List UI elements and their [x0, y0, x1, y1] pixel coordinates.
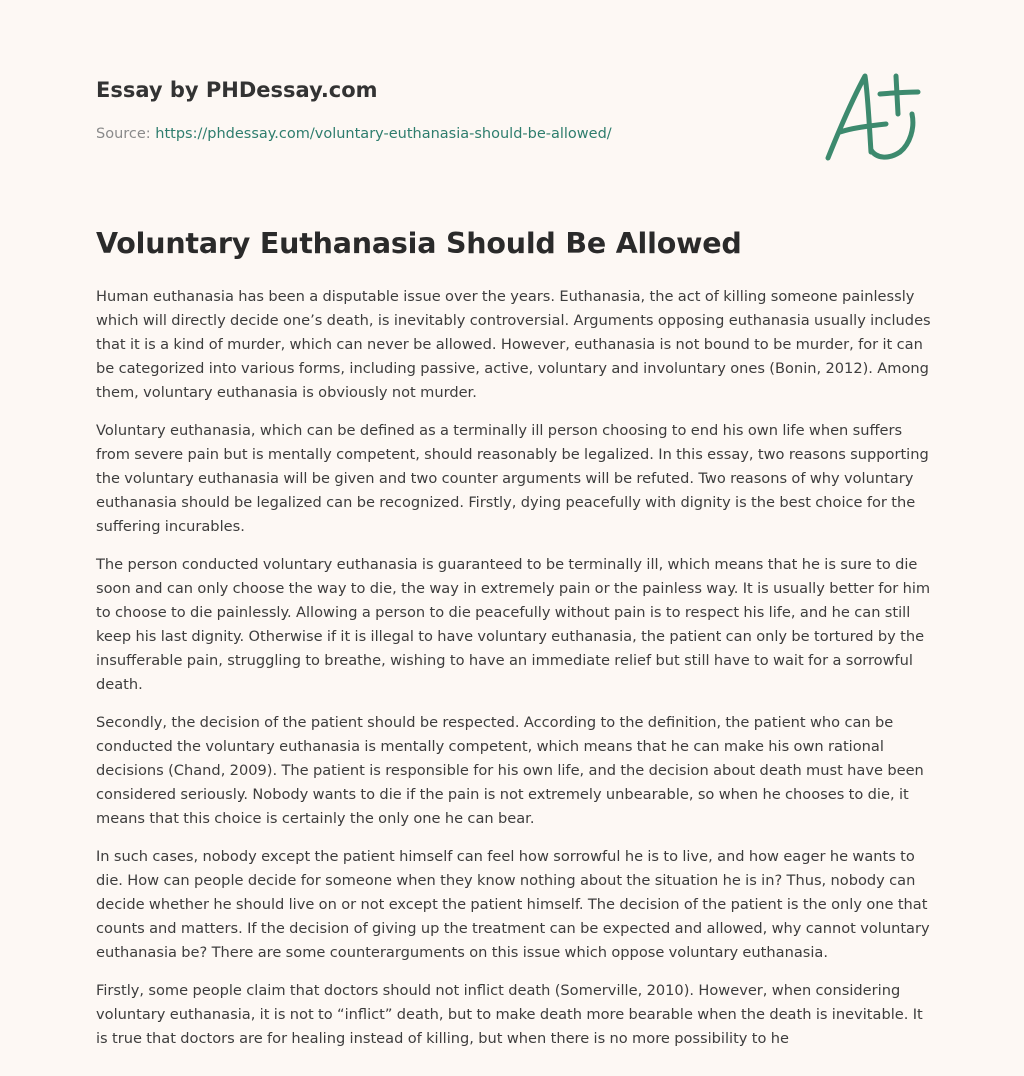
essay-paragraph: Secondly, the decision of the patient should be respected. According to the definition, the patient who can be conducted the voluntary euthanasia is mentally competent, which means that he can make his own rational decisions (Chand, 2009). The patient is responsible for his own life, and the decision about death must have been considered seriously. Nobody wants to die if the pain is not extremely unbearable, so when he chooses to die, it means that this choice is certainly the only one he can bear.	[96, 714, 924, 827]
essay-header	[96, 76, 736, 144]
essay-paragraph: The person conducted voluntary euthanasia is guaranteed to be terminally ill, which means that he is sure to die soon and can only choose the way to die, the way in extremely pain or the painless way. It is usually better for him to choose to die painlessly. Allowing a person to die peacefully without pain is to respect his life, and he can still keep his last dignity. Otherwise if it is illegal to have voluntary euthanasia, the patient can only be tortured by the insufferable pain, struggling to breathe, wishing to have an immediate relief but still have to wait for a sorrowful death.	[96, 556, 931, 693]
essay-title: Voluntary Euthanasia Should Be Allowed	[96, 227, 742, 260]
source-line	[96, 124, 736, 144]
essay-body	[96, 285, 932, 1065]
source-link[interactable]: https://phdessay.com/voluntary-euthanasia-should-be-allowed/	[155, 126, 612, 142]
essay-paragraph: Firstly, some people claim that doctors should not inflict death (Somerville, 2010). However, when considering voluntary euthanasia, it is not to “inflict” death, but to make death more bearable when the death is inevitable. It is true that doctors are for healing instead of killing, but when there is no more possibility to he	[96, 982, 923, 1047]
source-label: Source:	[96, 126, 156, 142]
site-brand: Essay by PHDessay.com	[96, 78, 378, 102]
essay-paragraph: Human euthanasia has been a disputable issue over the years. Euthanasia, the act of killing someone painlessly which will directly decide one’s death, is inevitably controversial. Arguments opposing euthanasia usually includes that it is a kind of murder, which can never be allowed. However, euthanasia is not bound to be murder, for it can be categorized into various forms, including passive, active, voluntary and involuntary ones (Bonin, 2012). Among them, voluntary euthanasia is obviously not murder.	[96, 288, 931, 401]
a-plus-grade-icon	[818, 66, 930, 166]
essay-paragraph: In such cases, nobody except the patient himself can feel how sorrowful he is to live, and how eager he wants to die. How can people decide for someone when they know nothing about the situation he is in? Thus, nobody can decide whether he should live on or not except the patient himself. The decision of the patient is the only one that counts and matters. If the decision of giving up the treatment can be expected and allowed, why cannot voluntary euthanasia be? There are some counterarguments on this issue which oppose voluntary euthanasia.	[96, 848, 930, 961]
essay-paragraph: Voluntary euthanasia, which can be defined as a terminally ill person choosing to end his own life when suffers from severe pain but is mentally competent, should reasonably be legalized. In this essay, two reasons supporting the voluntary euthanasia will be given and two counter arguments will be refuted. Two reasons of why voluntary euthanasia should be legalized can be recognized. Firstly, dying peacefully with dignity is the best choice for the suffering incurables.	[96, 422, 929, 535]
